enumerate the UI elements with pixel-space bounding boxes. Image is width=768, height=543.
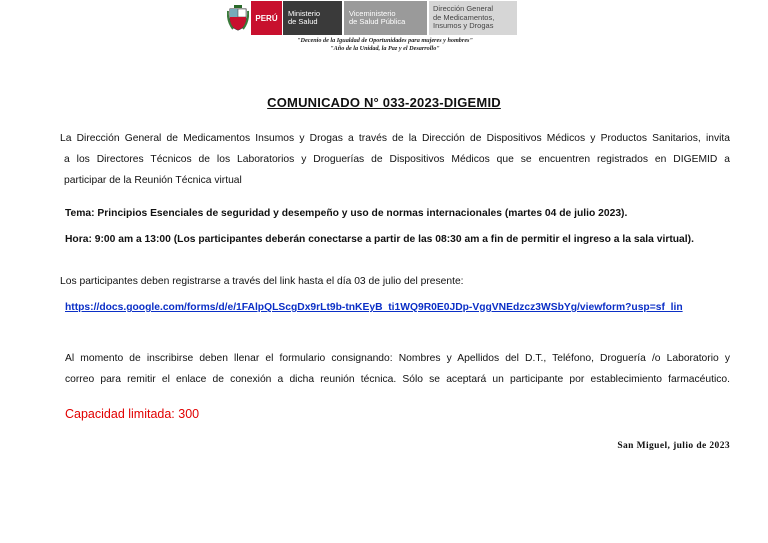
direction-label xyxy=(427,1,517,35)
capacity-notice: Capacidad limitada: 300 xyxy=(65,407,200,421)
registro-text: Los participantes deben registrarse a través del link hasta el día 03 de julio del presente: xyxy=(60,276,464,287)
vice-line-2: de Salud Pública xyxy=(349,17,406,26)
direction-line-3: Insumos y Drogas xyxy=(433,21,494,31)
inscripcion-line-2: correo para remitir el enlace de conexión a dicha reunión técnica. Sólo se aceptará un participante por establecimiento farmacéutico. xyxy=(65,374,730,385)
decenio-line: "Decenio de la Igualdad de Oportunidades para mujeres y hombres" xyxy=(297,37,473,44)
direction-line-2: de Medicamentos, xyxy=(433,12,495,22)
place-date: San Miguel, julio de 2023 xyxy=(617,441,730,451)
vice-line-1: Viceministerio xyxy=(349,8,396,18)
viceministry-label xyxy=(342,1,427,35)
inscripcion-paragraph xyxy=(65,348,730,390)
inscripcion-line-1: Al momento de inscribirse deben llenar el formulario consignando: Nombres y Apellidos del D.T., Teléfono, Droguería /o Laboratorio y xyxy=(65,353,730,364)
peru-label: PERÚ xyxy=(251,1,282,35)
direction-line-1: Dirección General xyxy=(433,4,494,14)
intro-line-3: participar de la Reunión Técnica virtual xyxy=(64,175,242,186)
registration-link[interactable]: https://docs.google.com/forms/d/e/1FAlpQLScgDx9rLt9b-tnKEyB_ti1WQ9R0E0JDp-VggVNEdzcz3WSbYg/viewform?usp=sf_lin xyxy=(65,302,683,313)
intro-paragraph xyxy=(60,128,730,191)
intro-line-1: La Dirección General de Medicamentos Insumos y Drogas a través de la Dirección de Dispositivos Médicos y Productos Sanitarios, invita xyxy=(60,133,730,144)
ministry-label xyxy=(282,1,342,35)
ministry-line-1: Ministerio xyxy=(288,8,321,18)
tema-text: Tema: Principios Esenciales de seguridad y desempeño y uso de normas internacionales (martes 04 de julio 2023). xyxy=(65,208,628,219)
ministry-line-2: de Salud xyxy=(288,17,318,26)
decenio-motto xyxy=(230,37,540,52)
intro-line-2: a los Directores Técnicos de los Laboratorios y Droguerías de Dispositivos Médicos que se encuentren registrados en DIGEMID a xyxy=(64,154,730,165)
hora-text: Hora: 9:00 am a 13:00 (Los participantes deberán conectarse a partir de las 08:30 am a fin de permitir el ingreso a la sala virtual). xyxy=(65,234,694,245)
coat-of-arms-icon xyxy=(225,1,251,35)
page-title: COMUNICADO N° 033-2023-DIGEMID xyxy=(267,95,501,110)
ministry-header-banner xyxy=(225,1,543,35)
anio-line: "Año de la Unidad, la Paz y el Desarrollo" xyxy=(330,44,440,52)
